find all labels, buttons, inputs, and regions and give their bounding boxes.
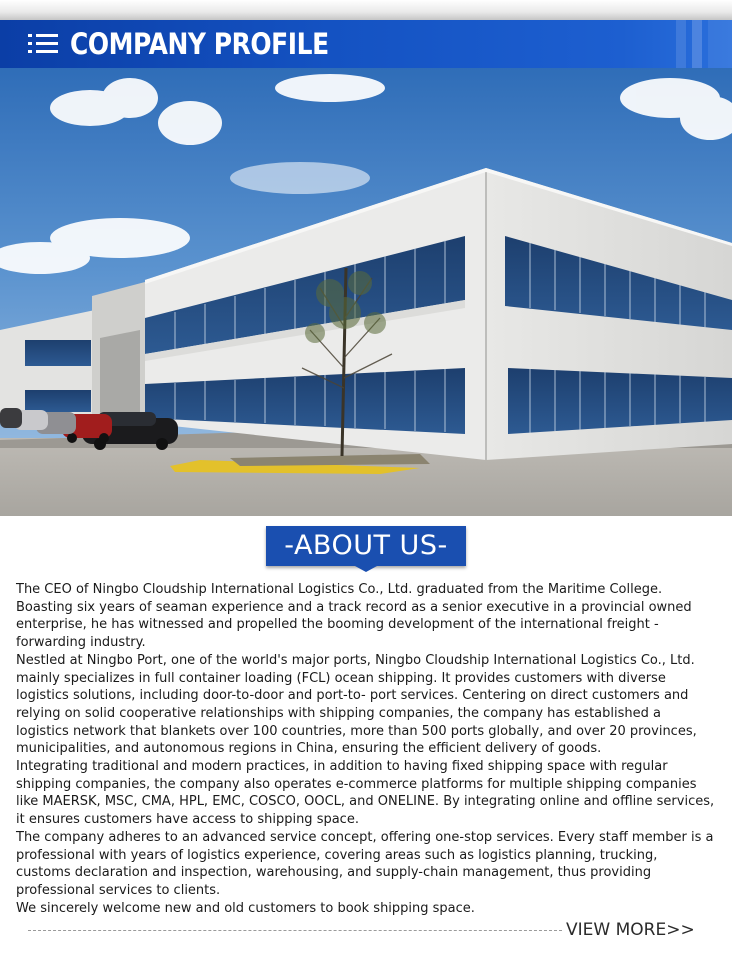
header-stripe — [708, 20, 732, 68]
menu-list-icon — [28, 32, 58, 56]
dashed-divider — [28, 930, 562, 931]
about-us-content — [16, 581, 716, 917]
about-us-badge-pointer — [355, 566, 377, 572]
header-stripe — [692, 20, 702, 68]
top-shadow — [0, 0, 732, 22]
about-paragraph: Integrating traditional and modern practices, in addition to having fixed shipping space with regular shipping companies, the company also operates e-commerce platforms for multiple shipping companies like MAERSK, MSC, CMA, HPL, EMC, COSCO, OOCL, and ONELINE. By integrating online and offline services, it ensures customers have access to shipping space. — [16, 759, 715, 828]
about-paragraph: Nestled at Ningbo Port, one of the world's major ports, Ningbo Cloudship International Logistics Co., Ltd. mainly specializes in full container loading (FCL) ocean shipping. It provides customers with diverse logistics solutions, including door-to-door and port-to- port services. Centering on direct customers and relying on solid cooperative relationships with shipping companies, the company has established a logistics network that blankets over 100 countries, more than 500 ports globally, and over 20 provinces, municipalities, and autonomous regions in China, ensuring the efficient delivery of goods. — [16, 652, 697, 757]
view-more-link[interactable]: VIEW MORE>> — [566, 920, 695, 940]
about-paragraph: The company adheres to an advanced service concept, offering one-stop services. Every staff member is a professional with years of logistics experience, covering areas such as logistics planning, trucking, customs declaration and inspection, warehousing, and supply-chain management, thus providing professional services to clients. — [16, 829, 714, 898]
about-paragraph: The CEO of Ningbo Cloudship International Logistics Co., Ltd. graduated from the Maritime College. Boasting six years of seaman experience and a track record as a senior executive in a provincial owned enterprise, he has witnessed and propelled the booming development of the international freight - forwarding industry. — [16, 582, 692, 651]
header-stripe — [676, 20, 686, 68]
about-us-title: -ABOUT US- — [284, 530, 448, 561]
about-paragraph: We sincerely welcome new and old customers to book shipping space. — [16, 900, 475, 916]
building-photo — [0, 68, 732, 516]
page-title: COMPANY PROFILE — [70, 27, 329, 61]
